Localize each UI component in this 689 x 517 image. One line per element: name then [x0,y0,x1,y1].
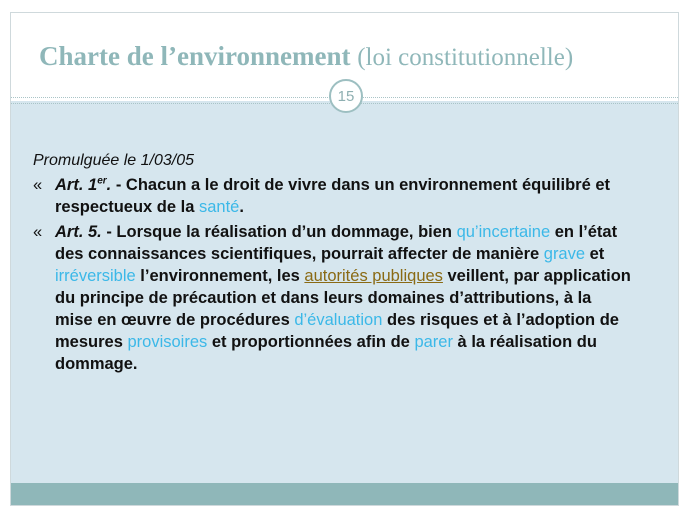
slide-body [33,150,633,378]
page-number: 15 [337,87,355,105]
promulgation-date: Promulguée le 1/03/05 [33,152,194,169]
article-5-label: Art. 5. [55,223,102,241]
keyword-parer: parer [414,333,453,351]
keyword-incertaine: qu’incertaine [456,223,551,241]
link-autorites-publiques[interactable]: autorités publiques [304,267,443,285]
keyword-sante: santé [198,198,240,216]
article-1-text: - Chacun a le droit de vivre dans un environnement équilibré et respectueux de la [55,176,611,216]
slide-footer-bar [11,483,678,506]
keyword-provisoires: provisoires [127,333,208,351]
quote-mark: « [33,176,43,194]
title-main: Charte de l’environnement [39,41,351,71]
keyword-irreversible: irréversible [55,267,136,285]
slide-title [39,41,573,72]
article-5: « Art. 5. - Lorsque la réalisation d’un dommage, bien qu’incertaine en l’état des connaissances scientifiques, pourrait affecter de manière grave et irréversible l’environnement, les autorités publiques veillent, par application du principe de précaution et dans leurs domaines d’attributions, à la mise en œuvre de procédures d’évaluation des risques et à l’adoption de mesures provisoires et proportionnées afin de parer à la réalisation du dommage. [33,223,631,373]
article-1-label: Art. 1er. [55,175,112,194]
keyword-grave: grave [543,245,586,263]
keyword-evaluation: d’évaluation [294,311,383,329]
article-1: « Art. 1er. - Chacun a le droit de vivre dans un environnement équilibré et respectueux de la santé. [33,175,611,216]
page-number-badge [329,79,363,113]
quote-mark: « [33,223,43,241]
title-subtitle: (loi constitutionnelle) [357,44,574,71]
